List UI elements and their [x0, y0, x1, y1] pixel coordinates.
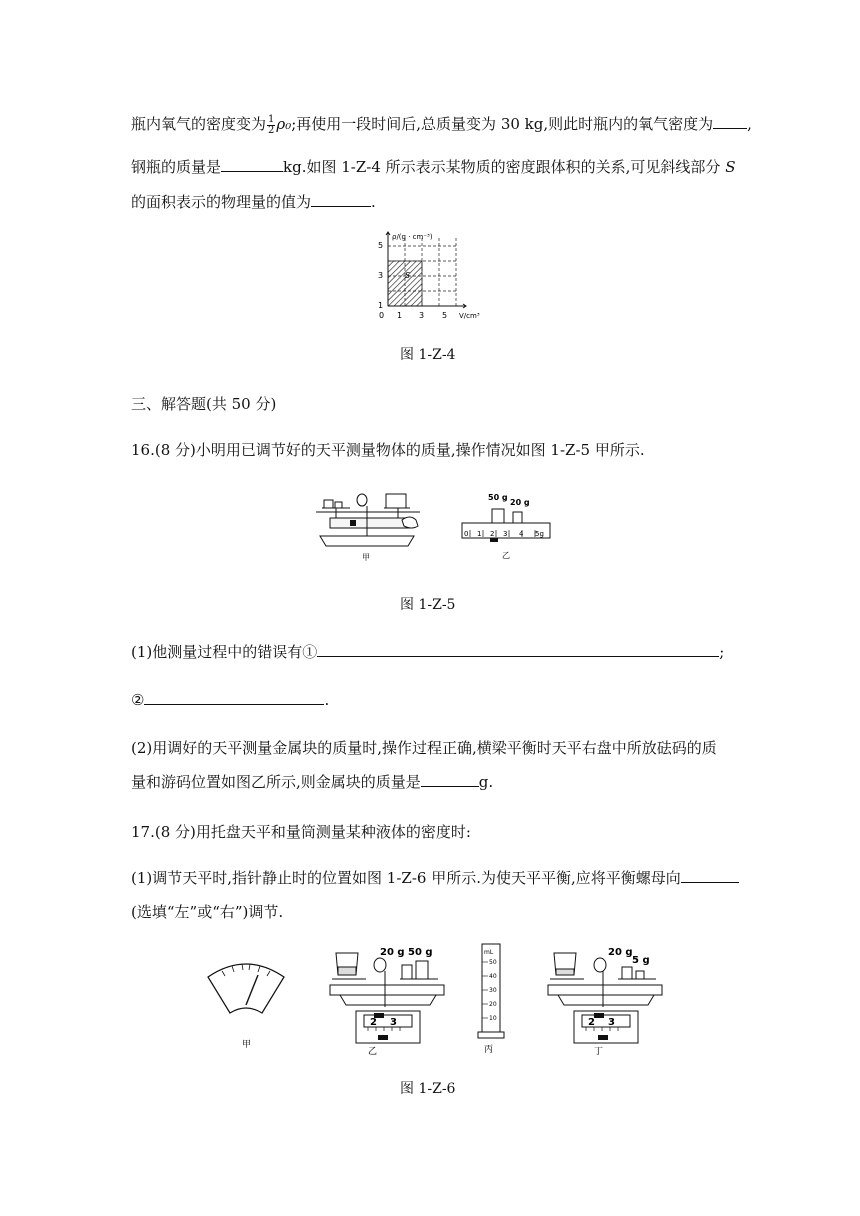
density-volume-graph: [364, 228, 494, 322]
answer-blank[interactable]: [221, 157, 283, 172]
figure-1-z-6-jia: [206, 955, 290, 1051]
q16-part2-line2: 量和游码位置如图乙所示,则金属块的质量是 g.: [131, 773, 494, 791]
figure-label-yi: 乙: [368, 1047, 378, 1055]
figure-label-jia: 甲: [242, 1040, 252, 1050]
svg-text:2: 2: [588, 1017, 595, 1028]
q17-part1-line2: (选填“左”或“右”)调节.: [131, 903, 284, 921]
svg-text:50: 50: [489, 959, 497, 966]
svg-text:2: 2: [490, 530, 495, 538]
svg-text:20: 20: [489, 1001, 497, 1008]
section-title: 三、解答题(共 50 分): [131, 395, 277, 413]
x-tick: 5: [442, 311, 448, 320]
q16-part1-line1: (1)他测量过程中的错误有① ;: [131, 643, 725, 661]
q15-text: ;再使用一段时间后,总质量变为 30 kg,则此时瓶内的氧气密度为: [291, 115, 714, 133]
svg-text:1: 1: [477, 530, 482, 538]
balance-with-hand-illustration: [306, 486, 430, 562]
figure-caption: 图 1-Z-4: [400, 347, 456, 363]
y-axis-label: ρ/(g · cm⁻³): [392, 233, 433, 241]
weights-and-rider-scale: [460, 490, 554, 562]
q15-line-1: 瓶内氧气的密度变为 $\frac{1}{2}$ ρ₀;再使用一段时间后,总质量变为 30 kg,则此时瓶内的氧气密度为 ,: [131, 113, 752, 136]
weight-label-5g: 5 g: [632, 955, 650, 966]
svg-text:5g: 5g: [535, 530, 544, 538]
answer-blank[interactable]: [311, 192, 371, 207]
x-axis-label: V/cm³: [459, 312, 480, 320]
svg-text:4: 4: [519, 530, 524, 538]
answer-blank[interactable]: [421, 772, 479, 787]
svg-text:3: 3: [608, 1017, 615, 1028]
figure-1-z-6-yi: [326, 943, 450, 1055]
q15-line-3: 的面积表示的物理量的值为 .: [131, 193, 376, 211]
q15-line-2: 钢瓶的质量是 kg.如图 1-Z-4 所示表示某物质的密度跟体积的关系,可见斜线部分 S: [131, 158, 736, 176]
q15-text: 瓶内氧气的密度变为: [131, 115, 267, 133]
y-tick: 5: [378, 241, 384, 250]
q16-part2-line1: (2)用调好的天平测量金属块的质量时,操作过程正确,横梁平衡时天平右盘中所放砝码的质: [131, 739, 717, 757]
svg-text:30: 30: [489, 987, 497, 994]
weight-label-20g: 20 g: [608, 947, 633, 958]
svg-text:40: 40: [489, 973, 497, 980]
svg-text:3: 3: [503, 530, 508, 538]
figure-caption: 图 1-Z-6: [400, 1081, 456, 1097]
figure-caption: 图 1-Z-5: [400, 597, 456, 613]
svg-text:2: 2: [370, 1017, 377, 1028]
figure-label-ding: 丁: [594, 1047, 604, 1055]
weight-label-20g: 20 g: [510, 498, 530, 507]
rider: [490, 538, 498, 542]
figure-label-yi: 乙: [502, 551, 510, 560]
figure-label-jia: 甲: [362, 553, 370, 562]
area-label-s: S: [405, 271, 411, 280]
answer-blank[interactable]: [144, 690, 324, 705]
figure-1-z-6-bing: [470, 940, 514, 1054]
pointer-dial-illustration: [206, 955, 290, 1051]
q17-part1-line1: (1)调节天平时,指针静止时的位置如图 1-Z-6 甲所示.为使天平平衡,应将平衡螺母向: [131, 868, 739, 888]
q16-stem: 16.(8 分)小明用已调节好的天平测量物体的质量,操作情况如图 1-Z-5 甲所示.: [131, 441, 645, 459]
answer-blank[interactable]: [681, 868, 739, 883]
answer-blank[interactable]: [317, 642, 719, 657]
weight-label-50g: 50 g: [488, 493, 508, 502]
y-tick: 1: [378, 301, 384, 310]
figure-1-z-5-jia: [306, 486, 430, 562]
fraction-half: $\frac{1}{2}$: [268, 113, 275, 136]
q17-stem: 17.(8 分)用托盘天平和量筒测量某种液体的密度时:: [131, 823, 471, 841]
q16-part1-line2: ② .: [131, 691, 330, 709]
x-tick: 1: [397, 311, 403, 320]
cylinder-unit: mL: [484, 949, 494, 956]
figure-1-z-6-ding: [544, 943, 668, 1055]
figure-label-bing: 丙: [484, 1045, 494, 1054]
answer-blank[interactable]: [713, 114, 747, 129]
figure-1-z-4: [364, 228, 494, 322]
graduated-cylinder: [470, 940, 514, 1054]
x-tick: 0: [379, 311, 385, 320]
y-tick: 3: [378, 271, 384, 280]
svg-text:10: 10: [489, 1015, 497, 1022]
svg-text:3: 3: [390, 1017, 397, 1028]
x-tick: 3: [419, 311, 425, 320]
balance-with-beaker-and-weights: [326, 943, 450, 1055]
weights-label: 20 g 50 g: [380, 947, 433, 958]
figure-1-z-5-yi: [460, 490, 554, 562]
balance-with-beaker-and-weights-2: [544, 943, 668, 1055]
svg-text:0: 0: [464, 530, 469, 538]
rho0-symbol: ρ₀: [276, 115, 292, 133]
